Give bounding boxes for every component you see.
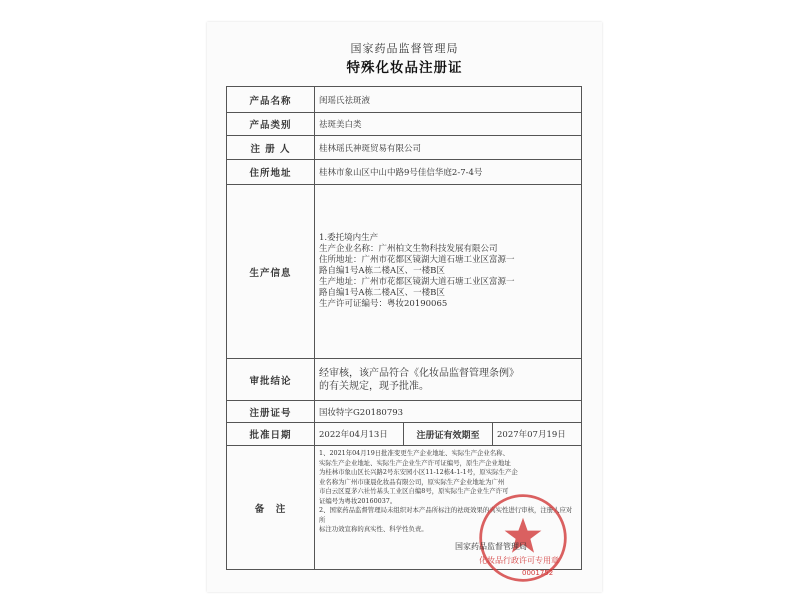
row-conclusion xyxy=(227,359,582,401)
production-line: 生产许可证编号：粤妆20190065 xyxy=(319,299,448,309)
conclusion-line: 的有关规定，现予批准。 xyxy=(319,380,429,392)
conclusion-label: 审批结论 xyxy=(227,359,315,401)
document-title: 特殊化妆品注册证 xyxy=(346,60,463,76)
registrant-value: 桂林瑶氏神斑贸易有限公司 xyxy=(315,136,582,160)
certificate-page xyxy=(207,22,602,592)
conclusion-line: 经审核，该产品符合《化妆品监督管理条例》 xyxy=(319,367,519,379)
approval-date-value: 2022年04月13日 xyxy=(315,423,404,446)
row-production-info xyxy=(227,185,582,359)
row-cert-number xyxy=(227,401,582,423)
row-address xyxy=(227,160,582,185)
seal-number: 0001752 xyxy=(522,569,554,577)
row-registrant xyxy=(227,136,582,160)
issuer-name: 国家药品监督管理局 xyxy=(350,42,459,55)
row-product-category xyxy=(227,113,582,136)
row-product-name xyxy=(227,87,582,113)
validity-label: 注册证有效期至 xyxy=(404,423,493,446)
production-line: 住所地址：广州市花都区镜湖大道石塘工业区富源一 xyxy=(319,255,515,265)
row-dates xyxy=(227,423,582,446)
production-line: 路自编1号A栋二楼A区、一楼B区 xyxy=(319,266,445,276)
seal-caption: 国家药品监督管理局 xyxy=(455,542,527,551)
production-info-label: 生产信息 xyxy=(227,185,315,359)
remark-line: 2、国家药品监督管理局未组织对本产品所标注的祛斑效果的真实性进行审核，注册人应对所 xyxy=(319,506,573,524)
address-value: 桂林市象山区中山中路9号佳信华庭2-7-4号 xyxy=(315,160,582,185)
production-info-value xyxy=(315,185,582,359)
address-label: 住所地址 xyxy=(227,160,315,185)
remark-line: 证编号为粤妆20160037。 xyxy=(319,496,397,505)
production-line: 1.委托境内生产 xyxy=(319,233,379,243)
approval-date-label: 批准日期 xyxy=(227,423,315,446)
product-category-value: 祛斑美白类 xyxy=(315,113,582,136)
remark-line: 市白云区夏茅六社竹基头工业区自编8号，原实际生产企业生产许可 xyxy=(319,487,509,495)
product-name-value: 闺瑶氏祛斑液 xyxy=(315,87,582,113)
product-category-label: 产品类别 xyxy=(227,113,315,136)
validity-date-value: 2027年07月19日 xyxy=(493,423,582,446)
remark-line: 为桂林市象山区长兴路2号东安园小区11-12栋4-1-1号，原实际生产企 xyxy=(319,468,518,476)
product-name-label: 产品名称 xyxy=(227,87,315,113)
remark-line: 标注功效宣称的真实性、科学性负责。 xyxy=(319,525,428,533)
remarks-label: 备 注 xyxy=(227,446,315,570)
remark-line: 实际生产企业地址、实际生产企业生产许可证编号，原生产企业地址 xyxy=(319,458,511,467)
remark-line: 业名称为广州市康晨化妆品有限公司，原实际生产企业地址为广州 xyxy=(319,477,505,486)
remark-line: 1、2021年04月19日批准变更生产企业地址、实际生产企业名称、 xyxy=(319,449,509,457)
seal-subtext: 化妆品行政许可专用章 xyxy=(479,556,559,565)
production-line: 生产企业名称：广州柏文生物科技发展有限公司 xyxy=(319,244,498,254)
registrant-label: 注 册 人 xyxy=(227,136,315,160)
cert-number-value: 国妆特字G20180793 xyxy=(315,401,582,423)
conclusion-value xyxy=(315,359,582,401)
production-line: 路自编1号A栋二楼A区、一楼B区 xyxy=(319,288,445,298)
production-line: 生产地址：广州市花都区镜湖大道石塘工业区富源一 xyxy=(319,277,515,287)
cert-number-label: 注册证号 xyxy=(227,401,315,423)
